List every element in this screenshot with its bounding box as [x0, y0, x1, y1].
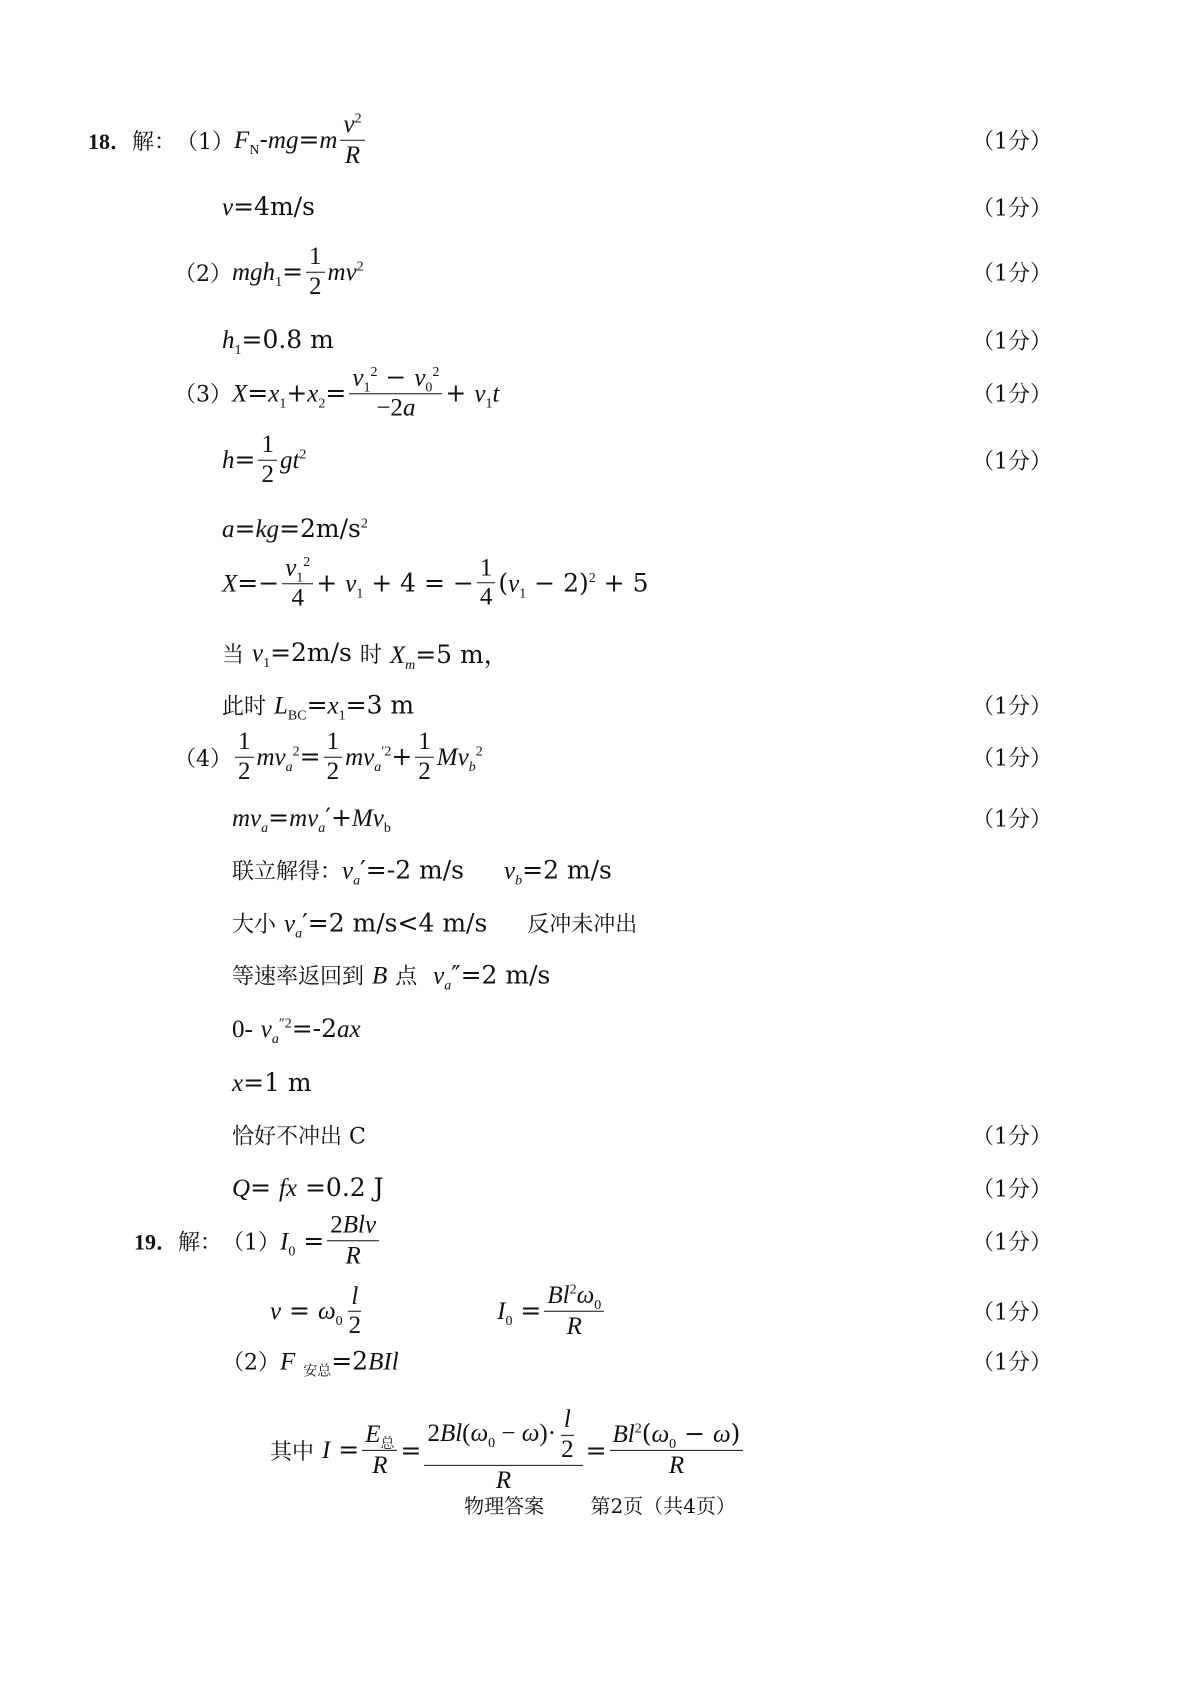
fraction: $\frac{\text{2Blv}}{R}$ [327, 1211, 379, 1271]
footer-page-number: 第2页（共4页） [590, 1494, 736, 1518]
q18-line-9: 当 $v_1=2m/s$ 时 $X_m=5$ m， [222, 638, 509, 673]
q19-eq-F: F $_{安总}$=2BIl [280, 1346, 399, 1379]
q18-eq-X: $X=x_1+x_2=$ [232, 378, 347, 411]
score-mark: （1分） [972, 746, 1052, 772]
q18-eq-kinematics: 0- $v_a^{''2}=-2ax$ [232, 1014, 361, 1047]
q19-line-4: 其中 I = $\frac{E_总}{R}$ = $2Bl(\omega_0 - \omega)\cdot$ $\frac{l}{2}$ R = $\frac{Bl^2(\omega_0 - \omega)}{R}$ [0, 1400, 1200, 1500]
q18-text-dian: 点 [395, 964, 418, 990]
q18-text-daxiao: 大小 [232, 912, 277, 938]
score-mark: （1分） [972, 694, 1052, 720]
q18-text-dengsulv: 等速率返回到 [232, 964, 365, 990]
q18-eq-momentum: $mv_a=mv_a'+Mv_b$ [232, 803, 391, 836]
q18-eq-centripetal: $F_N-mg=m$ [234, 125, 338, 158]
q18-jie: 解： [132, 129, 177, 155]
q18-text-fanchong: 反冲未冲出 [527, 912, 638, 938]
q18-part-3: （3） [174, 382, 232, 408]
q18-number: 18． [88, 128, 133, 154]
q18-line-14: 大小 $v_a'=2$ m/s<4 m/s 反冲未冲出 [232, 908, 638, 941]
q19-eq-I: I = [321, 1435, 360, 1464]
fraction: $\frac{1}{2}$ [324, 728, 343, 787]
q18-eq-energy: mgh$_1$= [232, 257, 304, 290]
q18-line-13: 联立解得： $v_a'=-2$ m/s $v_b=2$ m/s [232, 855, 612, 888]
fraction: $\frac{1}{2}$ [306, 243, 325, 302]
fraction: $\frac{1}{2}$ [258, 431, 277, 490]
score-mark: （1分） [972, 807, 1052, 833]
q18-eq-h: h= [222, 445, 256, 474]
q19-number: 19． [134, 1229, 179, 1255]
fraction: $\frac{v^2}{R}$ [340, 110, 364, 171]
score-mark: （1分） [972, 1350, 1052, 1376]
q18-eq-h1: $h_1=0.8$ m [222, 325, 334, 358]
q18-text-lianli: 联立解得： [232, 859, 343, 885]
fraction: $\frac{1}{2}$ [235, 728, 254, 787]
score-mark: （1分） [972, 329, 1052, 355]
fraction: $\frac{v_1^2 - v_0^2}{-2a}$ [349, 363, 442, 423]
q18-line-15: 等速率返回到 B 点 $v_a''=2$ m/s [232, 960, 551, 993]
q18-eq-Q: Q= fx =0.2 J [232, 1173, 384, 1202]
q19-line-3 [0, 1326, 1200, 1396]
q19-line-1 [0, 1206, 1200, 1276]
score-mark: （1分） [972, 196, 1052, 222]
fraction: $\frac{1}{4}$ [477, 554, 496, 613]
q18-line-5: （3） $X=x_1+x_2=$ $\frac{v_1^2 - v_0^2}{-2a}$ + $v_1t$ （1分） [174, 362, 1052, 421]
fraction: $2Bl(\omega_0 - \omega)\cdot$ $\frac{l}{2}$ R [424, 1405, 582, 1495]
score-mark: （1分） [972, 129, 1052, 155]
q18-line-6: h= $\frac{1}{2}$ $gt^2$ （1分） [222, 430, 1052, 488]
q18-eq-Xmax: X=− [222, 568, 280, 597]
fraction: $\frac{l}{2}$ [348, 1282, 362, 1339]
q18-text-shi: 时 [359, 642, 382, 668]
sub-zong: 总 [380, 1435, 395, 1452]
score-mark: （1分） [972, 382, 1052, 408]
q18-line-2 [0, 172, 1200, 242]
q18-text-dang: 当 [222, 642, 245, 668]
q19-jie: 解： [178, 1230, 223, 1256]
sub-anzong: 安总 [303, 1363, 332, 1379]
q19-part-2: （2） [222, 1350, 280, 1376]
q18-line-10: 此时 $L_{BC}=x_1=3$ m （1分） [222, 690, 1052, 723]
q18-line-1 [0, 105, 1200, 175]
q18-part-4: （4） [174, 746, 232, 772]
q18-eq-v: v=4m/s [222, 192, 315, 221]
q18-text-qiahao: 恰好不冲出 C [232, 1124, 366, 1150]
score-mark: （1分） [972, 1230, 1052, 1256]
q19-eq-v: $v = \omega_0$ [270, 1296, 343, 1329]
q18-eq-x: x=1 m [232, 1068, 312, 1097]
q18-part-1: （1） [176, 129, 235, 155]
q18-line-3: （2） mgh$_1$= $\frac{1}{2}$ $mv^2$ （1分） [174, 242, 1052, 300]
fraction: $\frac{Bl^2\omega_0}{R}$ [544, 1281, 604, 1342]
q19-eq-I0: $I_0$ = [280, 1226, 325, 1259]
fraction: $\frac{1}{2}$ [415, 728, 434, 787]
q18-part-2: （2） [174, 261, 232, 287]
score-mark: （1分） [972, 1177, 1052, 1203]
score-mark: （1分） [972, 1300, 1052, 1326]
score-mark: （1分） [972, 261, 1052, 287]
page-footer [0, 1490, 1200, 1519]
q18-line-8: X=− $\frac{v_1^2}{4}$ + $v_1 + 4$ = − $\frac{1}{4}$ $(v_1 - 2)^2 + 5$ [222, 553, 649, 611]
q18-text-cishi: 此时 [222, 694, 267, 720]
q19-text-qizhong: 其中 [270, 1439, 315, 1465]
q19-eq-I0-omega: $I_0$ = [497, 1296, 542, 1329]
score-mark: （1分） [972, 1124, 1052, 1150]
fraction: $\frac{v_1^2}{4}$ [282, 553, 313, 613]
fraction: $\frac{E_总}{R}$ [362, 1420, 397, 1481]
q18-eq-a: $a=kg=2m/s^2$ [222, 514, 368, 543]
q19-part-1: （1） [222, 1230, 281, 1256]
fraction: $\frac{Bl^2(\omega_0 - \omega)}{R}$ [610, 1420, 744, 1481]
q18-line-11: （4） $\frac{1}{2}$ $mv_a^2=$ $\frac{1}{2}$ $mv_a^{'2}+$ $\frac{1}{2}$ $Mv_b^2$ （1分） [174, 727, 1052, 785]
score-mark: （1分） [972, 449, 1052, 475]
footer-subject: 物理答案 [464, 1494, 545, 1518]
